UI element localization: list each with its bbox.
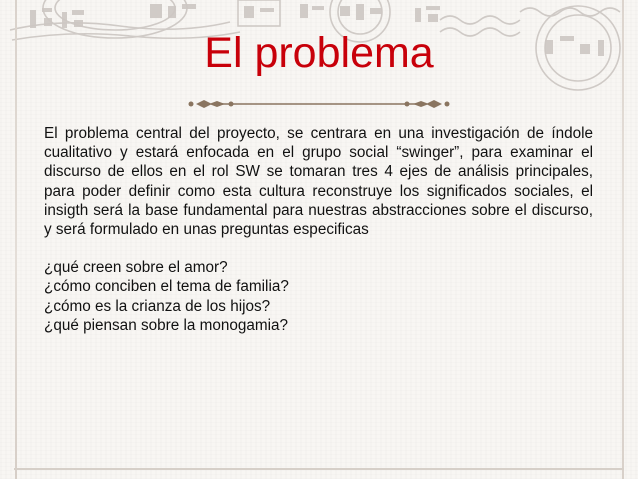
slide-body	[44, 124, 593, 335]
question-item: ¿qué creen sobre el amor?	[44, 259, 228, 277]
question-list	[44, 258, 593, 335]
question-item: ¿cómo conciben el tema de familia?	[44, 278, 289, 296]
ornamental-divider	[188, 96, 450, 112]
question-item: ¿qué piensan sobre la monogamia?	[44, 316, 289, 334]
problem-paragraph: El problema central del proyecto, se centrara en una investigación de índole cualitativo y estará enfocada en el grupo social “swinger”, para examinar el discurso de ellos en el rol SW se tomaran tres 4 ejes de análisis principales, para poder definir como esta cultura reconstruye los significados sociales, el insigth será la base fundamental para nuestras abstracciones sobre el discurso, y será formulado en unas preguntas especificas	[44, 125, 593, 239]
bottom-border-line	[14, 468, 624, 470]
slide-title: El problema	[204, 29, 434, 77]
question-item: ¿cómo es la crianza de los hijos?	[44, 297, 271, 315]
